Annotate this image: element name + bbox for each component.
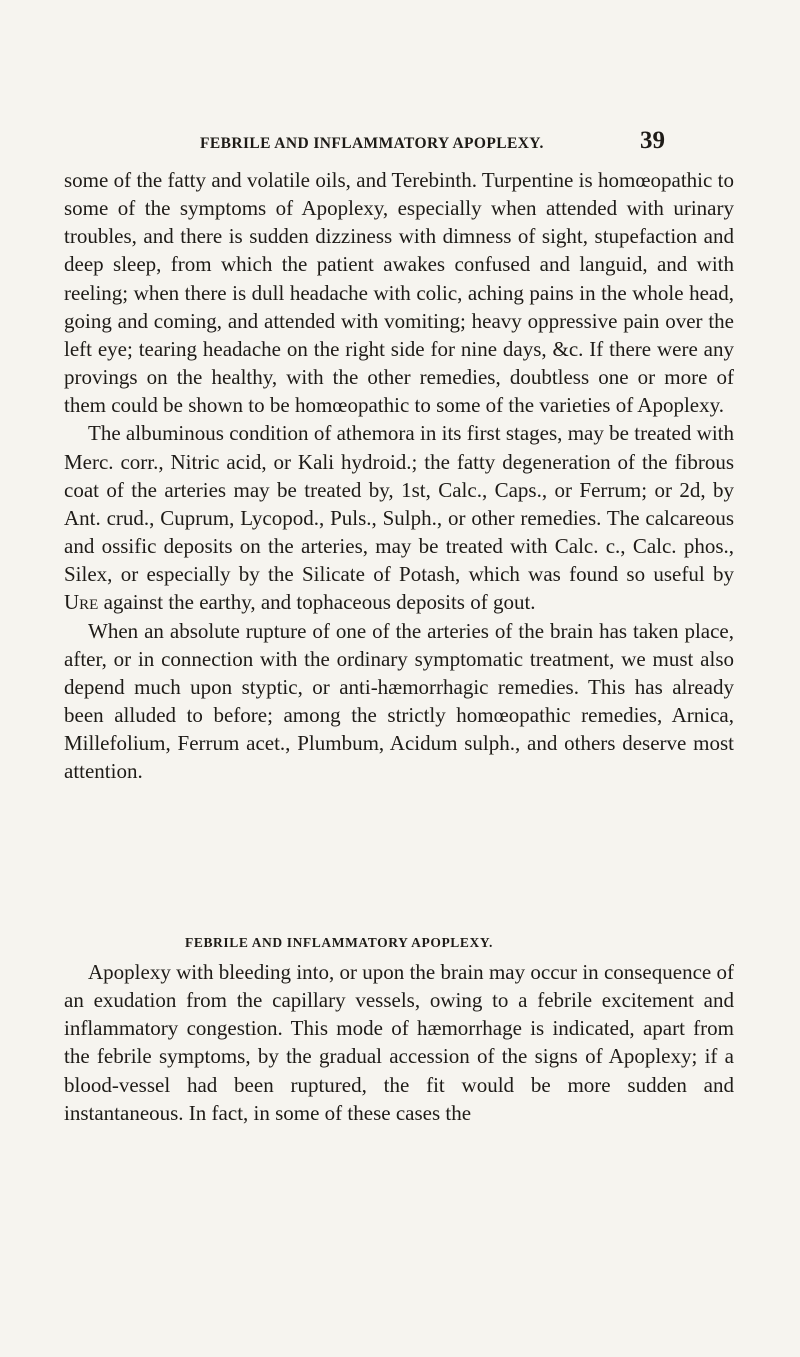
paragraph-rupture: When an absolute rupture of one of the arteries of the brain has taken place, after, or in connection with the ordinary symptomatic treatment, we must also depend much upon styptic, or anti-hæmorrhagic remedies. This has already been alluded to before; among the strictly homœopathic remedies, Arnica, Millefolium, Ferrum acet., Plumbum, Acidum sulph., and others deserve most attention. bbox=[64, 618, 734, 784]
page-number: 39 bbox=[640, 127, 665, 154]
section-heading: FEBRILE AND INFLAMMATORY APOPLEXY. bbox=[185, 935, 493, 950]
running-head: FEBRILE AND INFLAMMATORY APOPLEXY. bbox=[200, 135, 544, 152]
main-text-block bbox=[64, 166, 734, 785]
paragraph-athemora bbox=[64, 419, 734, 616]
paragraph-athemora-tail: against the earthy, and tophaceous deposits of gout. bbox=[103, 590, 536, 615]
paragraph-athemora-text: The albuminous condition of athemora in its first stages, may be treated with Merc. corr., Nitric acid, or Kali hydroid.; the fatty degeneration of the fibrous coat of the arteries may be treated by, 1st, Calc., Caps., or Ferrum; or 2d, by Ant. crud., Cuprum, Lycopod., Puls., Sulph., or other remedies. The calcareous and ossific deposits on the arteries, may be treated with Calc. c., Calc. phos., Silex, or especially by the Silicate of Potash, which was found so useful by bbox=[64, 421, 734, 587]
section-text-block bbox=[64, 958, 734, 1127]
paragraph-continuation: some of the fatty and volatile oils, and Terebinth. Turpentine is homœopathic to some of the symptoms of Apoplexy, especially when attended with urinary troubles, and there is sudden dizziness with dimness of sight, stupefaction and deep sleep, from which the patient awakes confused and languid, and with reeling; when there is dull headache with colic, aching pains in the whole head, going and coming, and attended with vomiting; heavy oppressive pain over the left eye; tearing headache on the right side for nine days, &c. If there were any provings on the healthy, with the other remedies, doubtless one or more of them could be shown to be homœopathic to some of the varieties of Apoplexy. bbox=[64, 168, 734, 418]
paragraph-febrile: Apoplexy with bleeding into, or upon the brain may occur in consequence of an exudation from the capillary vessels, owing to a febrile excitement and inflammatory congestion. This mode of hæmorrhage is indicated, apart from the febrile symptoms, by the gradual accession of the signs of Apoplexy; if a blood-vessel had been ruptured, the fit would be more sudden and instantaneous. In fact, in some of these cases the bbox=[64, 960, 734, 1125]
author-name-ure: Ure bbox=[64, 590, 99, 615]
